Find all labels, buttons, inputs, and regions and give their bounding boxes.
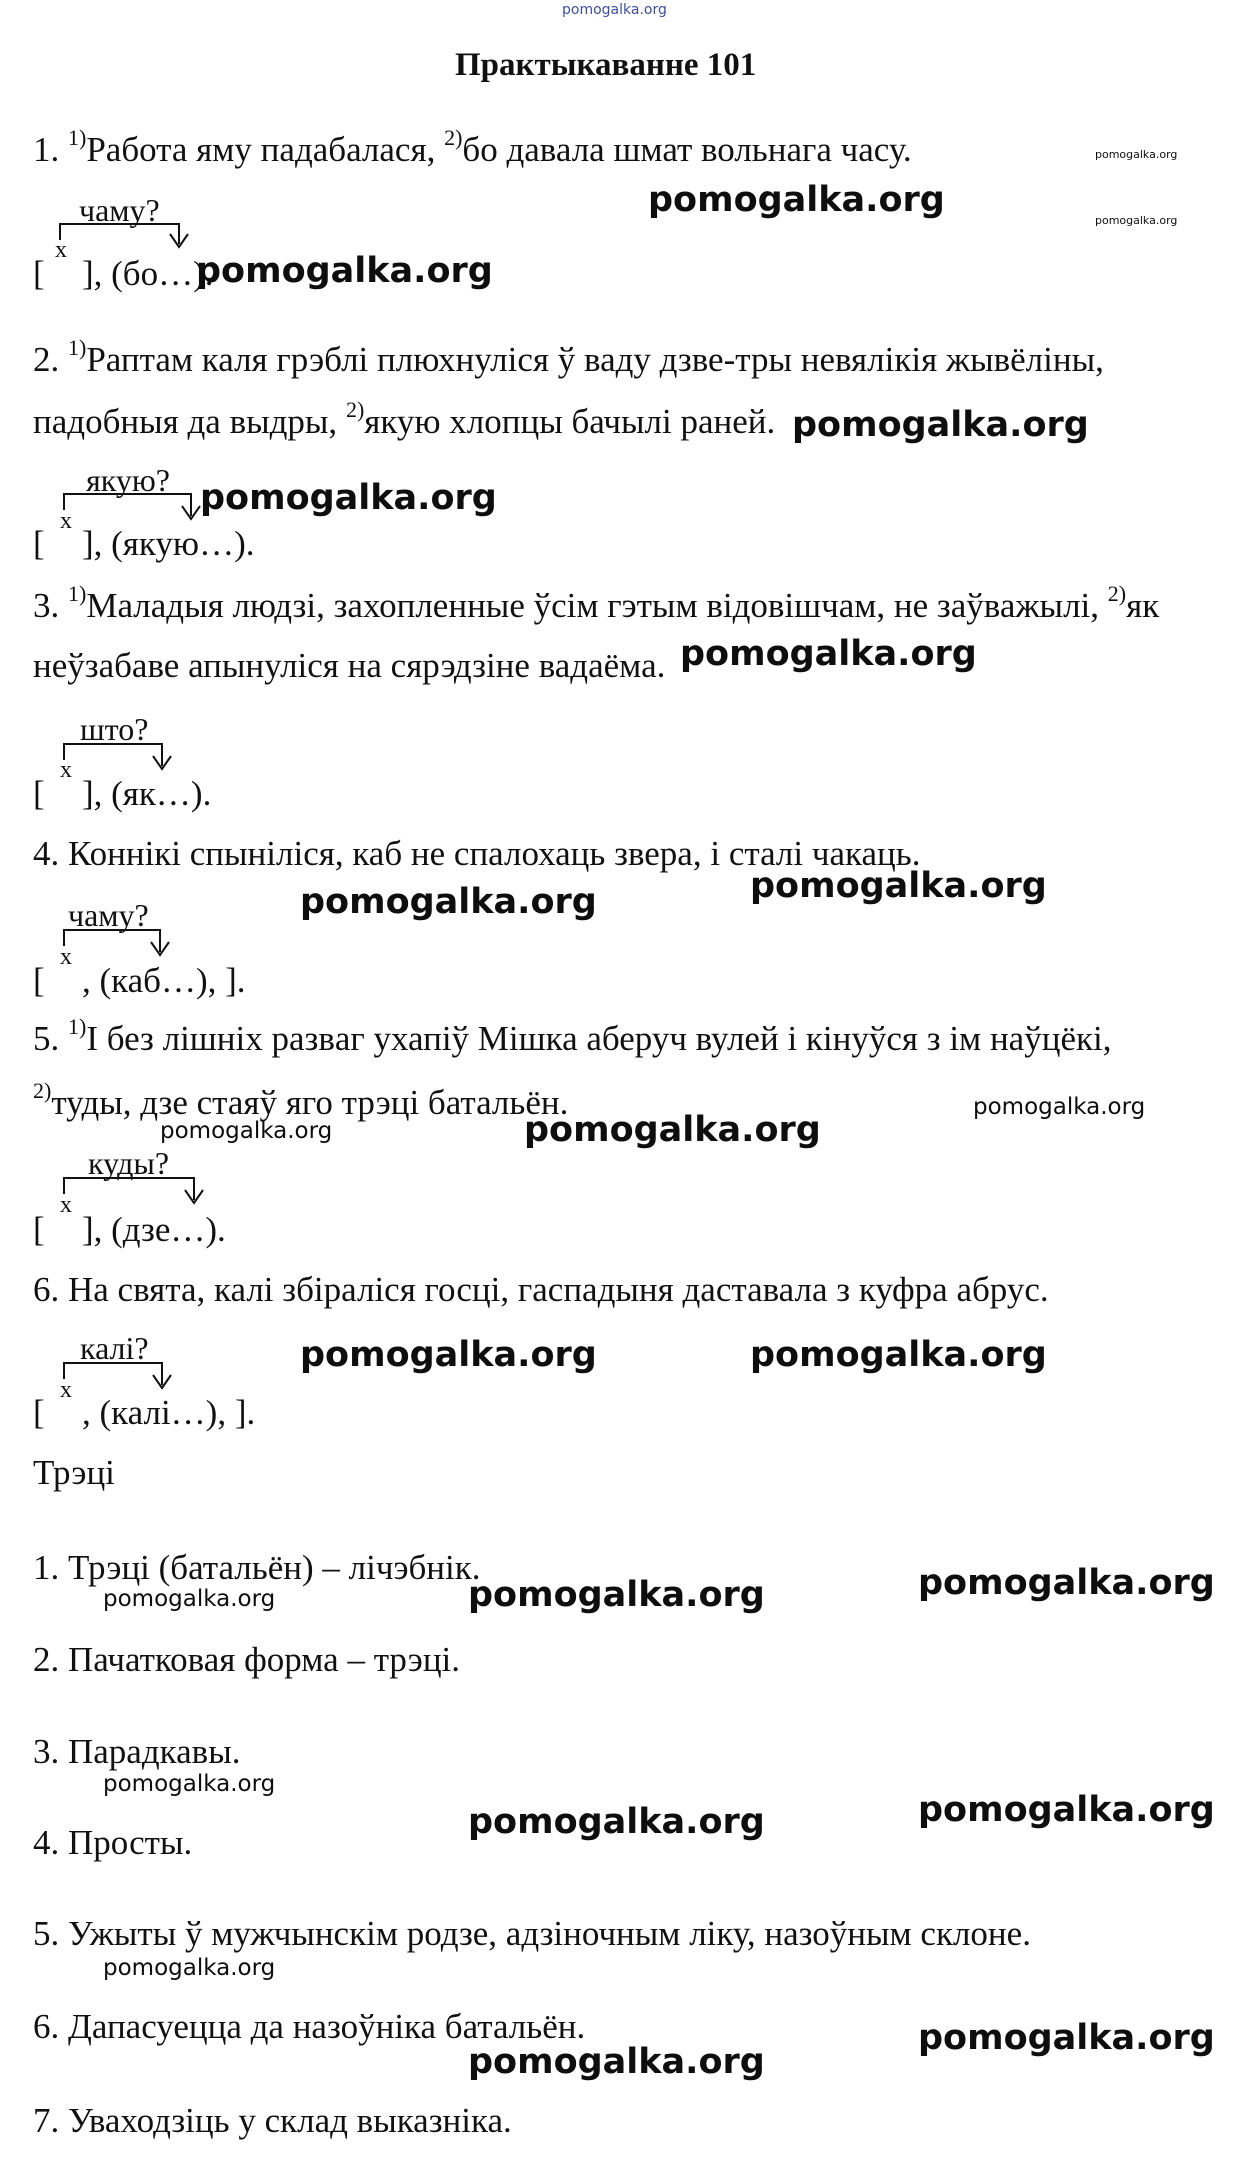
- watermark: pomogalka.org: [918, 1563, 1215, 1603]
- sentence-3: [33, 581, 1160, 626]
- sentence-1: [33, 125, 912, 170]
- sentence-1-number: 1.: [33, 130, 68, 169]
- watermark: pomogalka.org: [1095, 148, 1178, 161]
- clause-text: Работа яму падабалася,: [86, 130, 445, 169]
- watermark: pomogalka.org: [750, 866, 1047, 906]
- clause-marker: 2): [1107, 581, 1127, 606]
- sentence-5-cont: [33, 1078, 569, 1123]
- watermark: pomogalka.org: [648, 180, 945, 220]
- watermark: pomogalka.org: [918, 2018, 1215, 2058]
- sentence-5: [33, 1014, 1112, 1059]
- analysis-heading: Трэці: [33, 1453, 115, 1492]
- clause-text: І без лішніх развaг ухапіў Мішка аберуч вулей і кінуўся з ім наўцёкі,: [86, 1019, 1112, 1058]
- top-watermark: pomogalka.org: [562, 2, 667, 18]
- watermark: pomogalka.org: [468, 1802, 765, 1842]
- analysis-item: 5. Ужыты ў мужчынскім родзе, адзіночным ліку, назоўным склоне.: [33, 1914, 1031, 1953]
- scheme-subject-mark: x: [60, 1192, 72, 1218]
- scheme-tail: ], (дзе…).: [82, 1210, 226, 1249]
- scheme-bracket: [: [33, 1393, 45, 1432]
- scheme-subject-mark: x: [60, 508, 72, 534]
- watermark: pomogalka.org: [468, 1575, 765, 1615]
- scheme-question: якую?: [86, 462, 170, 498]
- clause-marker: 1): [68, 581, 87, 606]
- scheme-question: чаму?: [68, 897, 149, 933]
- clause-marker: 1): [68, 1014, 87, 1039]
- scheme-tail: , (каб…), ].: [82, 961, 246, 1000]
- scheme-question: што?: [80, 711, 149, 747]
- watermark: pomogalka.org: [973, 1094, 1146, 1120]
- scheme-question: калі?: [80, 1330, 149, 1366]
- page-title: Практыкаванне 101: [455, 47, 757, 83]
- analysis-item: 2. Пачатковая форма – трэці.: [33, 1640, 461, 1679]
- watermark: pomogalka.org: [103, 1586, 276, 1612]
- sentence-5-number: 5.: [33, 1019, 68, 1058]
- watermark: pomogalka.org: [300, 1335, 597, 1375]
- scheme-subject-mark: x: [60, 944, 72, 970]
- watermark: pomogalka.org: [918, 1790, 1215, 1830]
- scheme-subject-mark: x: [60, 1377, 72, 1403]
- scheme-tail: ], (бо…).: [82, 254, 214, 293]
- scheme-bracket: [: [33, 1210, 45, 1249]
- clause-marker: 2): [33, 1078, 52, 1103]
- watermark: pomogalka.org: [750, 1335, 1047, 1375]
- clause-text: як: [1126, 586, 1160, 625]
- scheme-bracket: [: [33, 254, 45, 293]
- clause-marker: 2): [345, 397, 365, 422]
- scheme-tail: , (калі…), ].: [82, 1393, 256, 1432]
- scheme-bracket: [: [33, 774, 45, 813]
- watermark: pomogalka.org: [200, 478, 497, 518]
- watermark: pomogalka.org: [792, 405, 1089, 445]
- watermark: pomogalka.org: [1095, 214, 1178, 227]
- analysis-item: 4. Просты.: [33, 1823, 193, 1862]
- watermark: pomogalka.org: [103, 1955, 276, 1981]
- watermark: pomogalka.org: [524, 1110, 821, 1150]
- sentence-4: 4. Коннікі спыніліся, каб не спалохаць звера, і сталі чакаць.: [33, 834, 921, 873]
- clause-text: падобныя да выдры,: [33, 402, 346, 441]
- sentence-3-number: 3.: [33, 586, 68, 625]
- scheme-subject-mark: x: [60, 757, 72, 783]
- watermark: pomogalka.org: [196, 251, 493, 291]
- clause-text: бо давала шмат вольнага часу.: [462, 130, 912, 169]
- clause-text: Раптам каля грэблі плюхнуліся ў ваду дзве-тры невялікія жывёліны,: [86, 340, 1104, 379]
- sentence-2-number: 2.: [33, 340, 68, 379]
- clause-text: Маладыя людзі, захопленные ўсім гэтым відовішчам, не заўважылі,: [86, 586, 1108, 625]
- scheme-bracket: [: [33, 524, 45, 563]
- clause-marker: 1): [68, 335, 87, 360]
- scheme-tail: ], (як…).: [82, 774, 212, 813]
- analysis-item: 3. Парадкавы.: [33, 1732, 241, 1771]
- scheme-question: куды?: [88, 1145, 170, 1181]
- scheme-tail: ], (якую…).: [82, 524, 255, 563]
- clause-marker: 2): [444, 125, 463, 150]
- clause-text: туды, дзе стаяў яго трэці батальён.: [51, 1083, 569, 1122]
- watermark: pomogalka.org: [468, 2042, 765, 2082]
- analysis-item: 6. Дапасуецца да назоўніка батальён.: [33, 2007, 586, 2046]
- watermark: pomogalka.org: [680, 634, 977, 674]
- watermark: pomogalka.org: [103, 1771, 276, 1797]
- scheme-bracket: [: [33, 961, 45, 1000]
- analysis-item: 7. Уваходзіць у склад выказніка.: [33, 2101, 512, 2140]
- scheme-question: чаму?: [79, 192, 160, 228]
- sentence-2: [33, 335, 1104, 380]
- watermark: pomogalka.org: [160, 1118, 333, 1144]
- sentence-3-cont: неўзабаве апынуліся на сярэдзіне вадаёма.: [33, 646, 666, 685]
- clause-text: якую хлопцы бачылі раней.: [364, 402, 776, 441]
- sentence-6: 6. На свята, калі збіраліся госці, гаспадыня даставала з куфра абрус.: [33, 1270, 1049, 1309]
- watermark: pomogalka.org: [300, 882, 597, 922]
- analysis-item: 1. Трэці (батальён) – лічэбнік.: [33, 1548, 481, 1587]
- clause-marker: 1): [68, 125, 87, 150]
- scheme-subject-mark: x: [55, 237, 67, 263]
- sentence-2-cont: [33, 397, 776, 442]
